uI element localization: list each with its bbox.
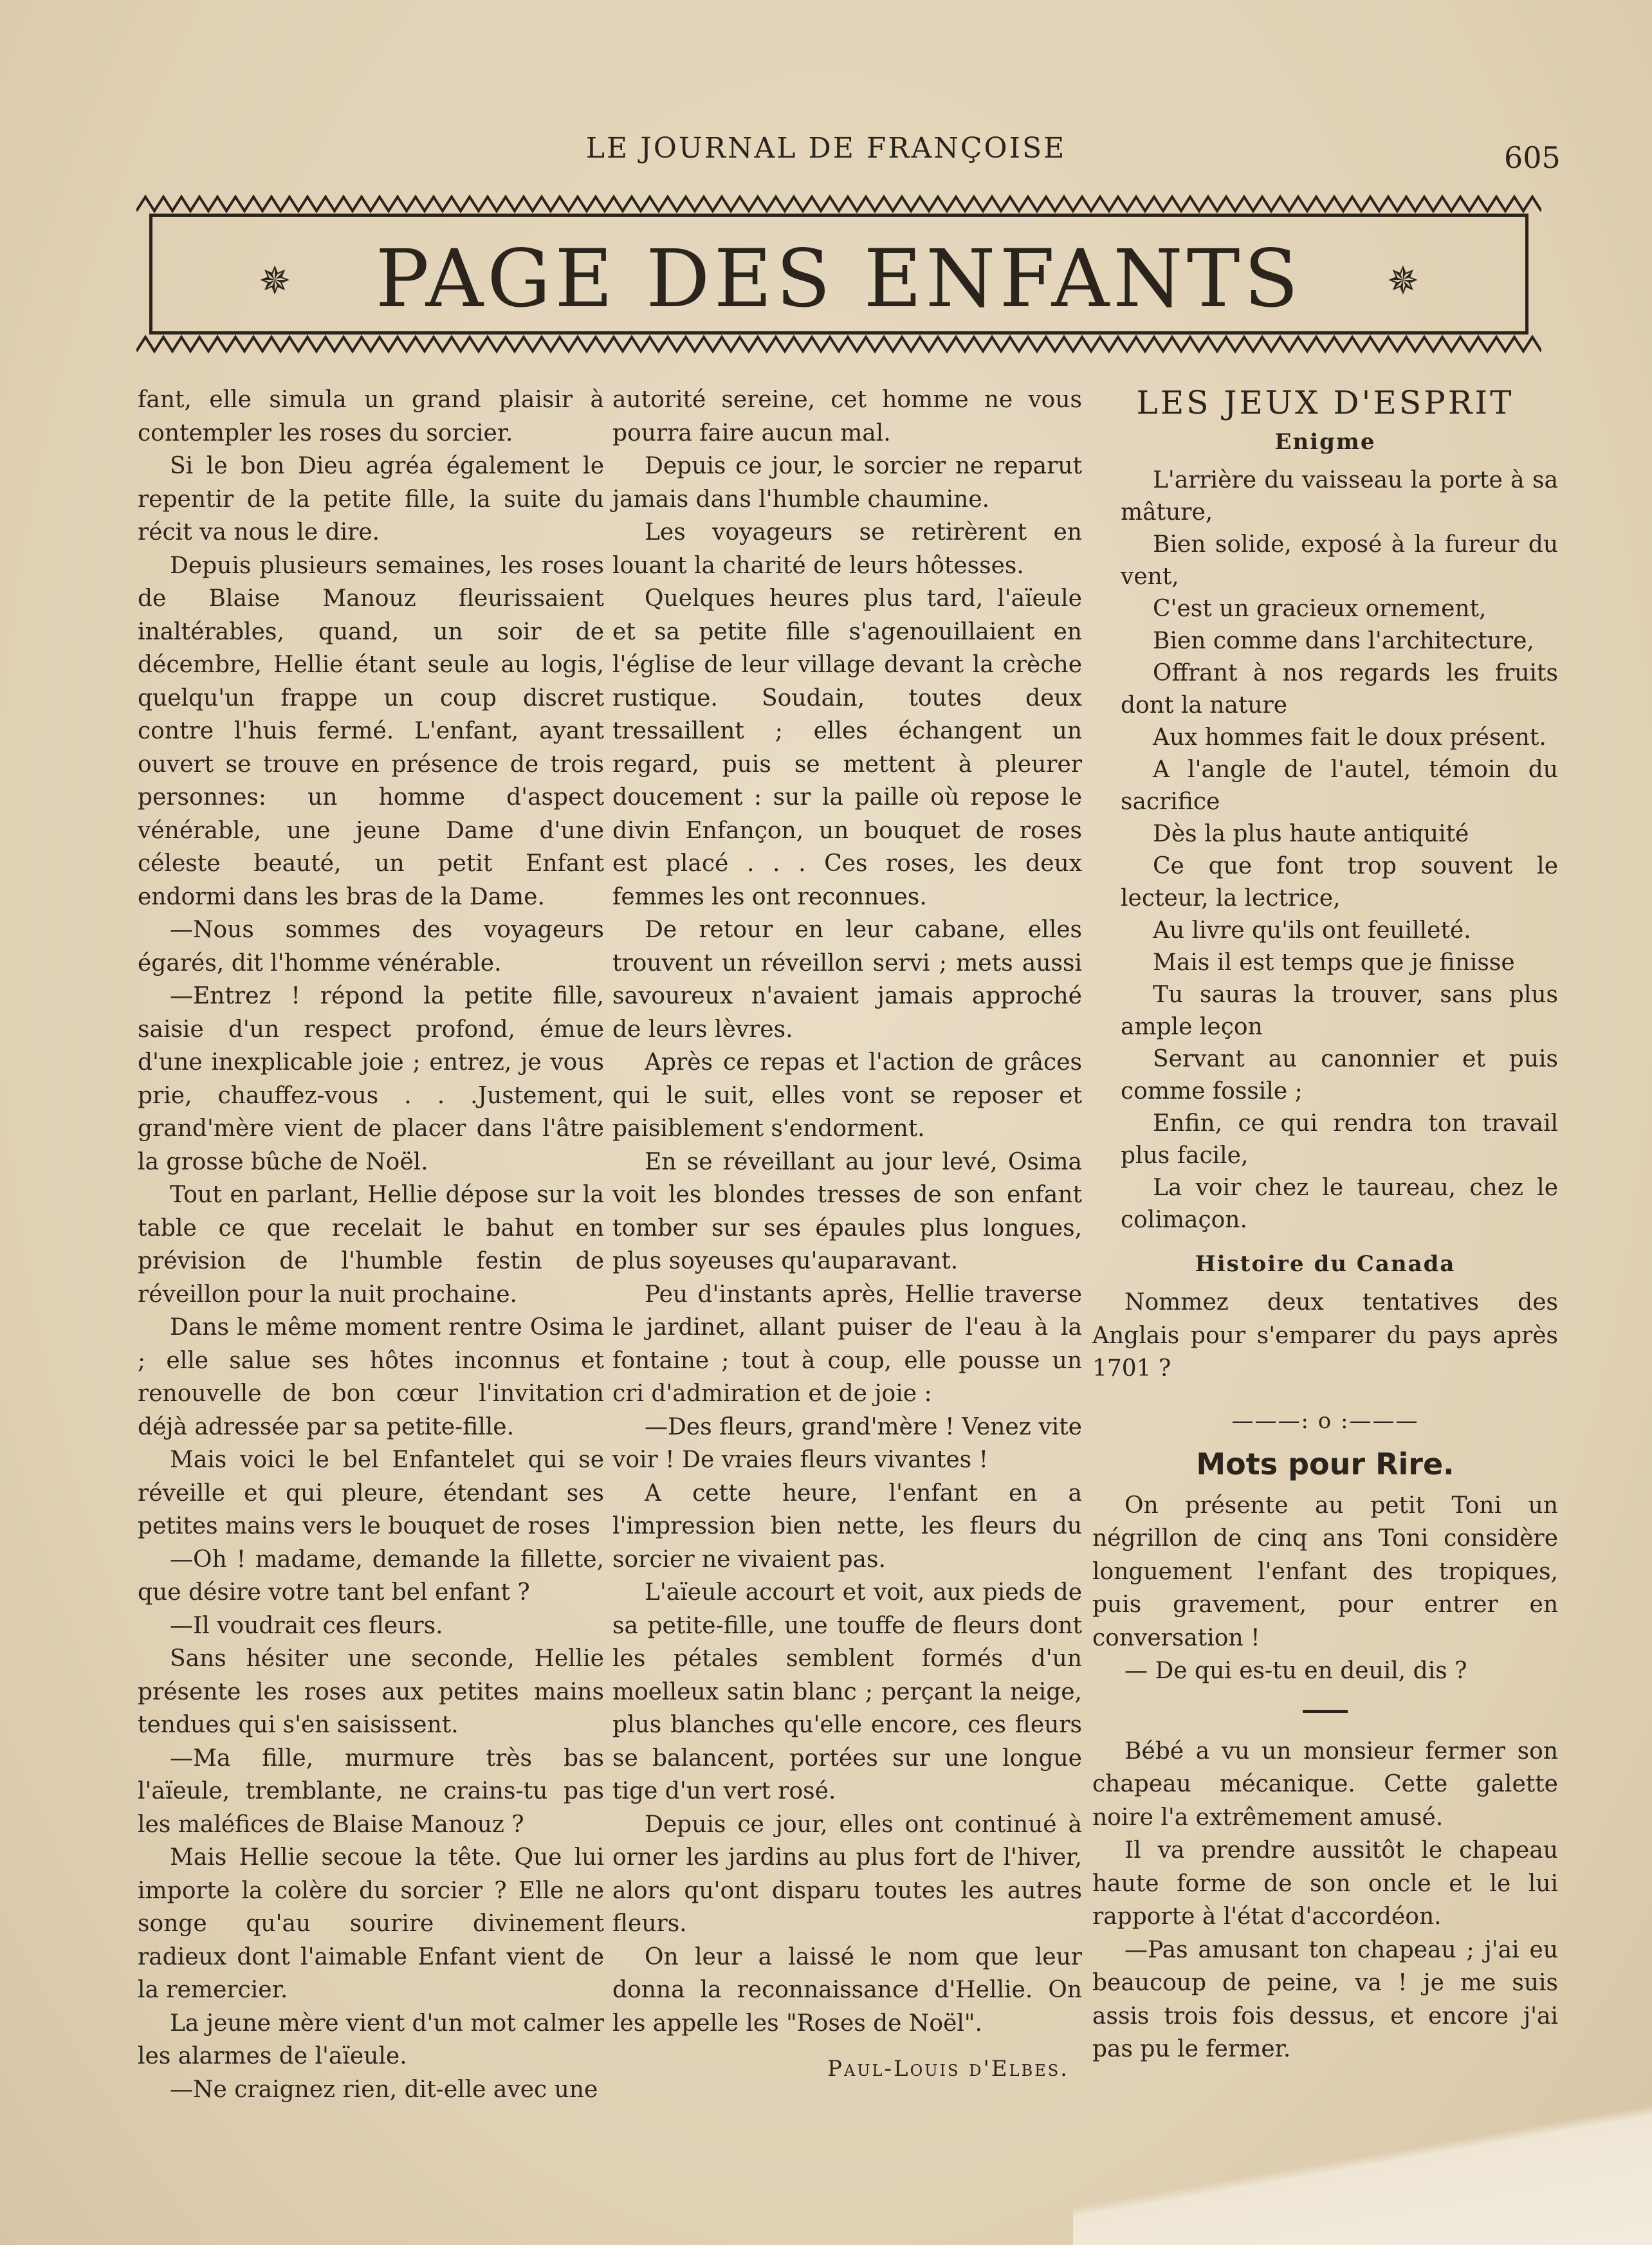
verse-line: Enfin, ce qui rendra ton travail plus facile, <box>1121 1110 1558 1169</box>
paragraph: Depuis plusieurs semaines, les roses de Blaise Manouz fleurissaient inaltérables, quand, un soir de décembre, Hellie étant seule au logis, quelqu'un frappe un coup discret contre l'huis fermé. L'enfant, ayant ouvert se trouve en présence de trois personnes: un homme d'aspect vénérable, une jeune Dame d'une céleste beauté, un petit Enfant endormi dans les bras de la Dame. <box>138 552 604 910</box>
puzzles-column <box>1092 383 1558 2066</box>
paragraph: Depuis ce jour, elles ont continué à orner les jardins au plus fort de l'hiver, alors qu'ont disparu toutes les autres fleurs. <box>612 1811 1082 1937</box>
paragraph: Mais Hellie secoue la tête. Que lui importe la colère du sorcier ? Elle ne songe qu'au sourire divinement radieux dont l'aimable Enfant vient de la remercier. <box>138 1844 604 2003</box>
paragraph: —Des fleurs, grand'mère ! Venez vite voir ! De vraies fleurs vivantes ! <box>612 1413 1082 1473</box>
paragraph: Si le bon Dieu agréa également le repentir de la petite fille, la suite du récit va nous le dire. <box>138 453 604 545</box>
paragraph: —Oh ! madame, demande la fillette, que désire votre tant bel enfant ? <box>138 1546 604 1606</box>
enigme-heading: Enigme <box>1274 429 1376 455</box>
verse-line: Mais il est temps que je finisse <box>1153 949 1515 976</box>
paragraph: Mais voici le bel Enfantelet qui se réveille et qui pleure, étendant ses petites mains vers le bouquet de roses <box>138 1447 604 1539</box>
torn-corner <box>1073 2078 1652 2245</box>
paragraph: On présente au petit Toni un négrillon de cinq ans Toni considère longuement l'enfant des tropiques, puis gravement, pour entrer en conversation ! <box>1092 1492 1558 1651</box>
paragraph: Après ce repas et l'action de grâces qui le suit, elles vont se reposer et paisiblement s'endorment. <box>612 1049 1082 1142</box>
paragraph: L'aïeule accourt et voit, aux pieds de sa petite-fille, une touffe de fleurs dont les pétales semblent formés d'un moelleux satin blanc ; perçant la neige, plus blanches qu'elle encore, ces fleurs se balancent, portées sur une longue tige d'un vert rosé. <box>612 1579 1082 1804</box>
paragraph: Bébé a vu un monsieur fermer son chapeau mécanique. Cette galette noire l'a extrêmement amusé. <box>1092 1737 1558 1831</box>
story-column-2 <box>612 383 1082 2086</box>
paragraph: De retour en leur cabane, elles trouvent un réveillon servi ; mets aussi savoureux n'avaient jamais approché de leurs lèvres. <box>612 917 1082 1043</box>
paragraph: —Entrez ! répond la petite fille, saisie d'un respect profond, émue d'une inexplicable joie ; entrez, je vous prie, chauffez-vous . . .Justement, grand'mère vient de placer dans l'âtre la grosse bûche de Noël. <box>138 983 604 1175</box>
page-title: PAGE DES ENFANTS <box>375 233 1303 325</box>
histoire-question: Nommez deux tentatives des Anglais pour s'emparer du pays après 1701 ? <box>1092 1289 1558 1382</box>
section-divider: ———: o :——— <box>1231 1407 1419 1434</box>
verse-line: La voir chez le taureau, chez le colimaçon. <box>1121 1174 1558 1233</box>
asterism-ornament-left: ✵ <box>259 259 291 304</box>
zigzag-border-bottom <box>136 334 1541 354</box>
verse-line: Servant au canonnier et puis comme fossile ; <box>1121 1045 1558 1104</box>
paragraph: Sans hésiter une seconde, Hellie présente les roses aux petites mains tendues qui s'en saisissent. <box>138 1645 604 1738</box>
paragraph: fant, elle simula un grand plaisir à contempler les roses du sorcier. <box>138 387 604 446</box>
verse-line: Bien solide, exposé à la fureur du vent, <box>1121 531 1558 590</box>
verse-line: Dès la plus haute antiquité <box>1153 820 1469 847</box>
zigzag-border-top <box>136 194 1541 214</box>
verse-line: Offrant à nos regards les fruits dont la nature <box>1121 659 1558 719</box>
paragraph: Il va prendre aussitôt le chapeau haute forme de son oncle et le lui rapporte à l'état d'accordéon. <box>1092 1837 1558 1930</box>
verse-line: Aux hommes fait le doux présent. <box>1153 724 1546 751</box>
paragraph: On leur a laissé le nom que leur donna la reconnaissance d'Hellie. On les appelle les "Roses de Noël". <box>612 1943 1082 2037</box>
verse-line: Tu sauras la trouver, sans plus ample leçon <box>1121 981 1558 1040</box>
verse-line: Bien comme dans l'architecture, <box>1153 627 1534 654</box>
story-column-1 <box>138 383 604 2106</box>
asterism-ornament-right: ✵ <box>1386 259 1419 304</box>
short-rule <box>1303 1710 1348 1713</box>
paragraph: —Nous sommes des voyageurs égarés, dit l'homme vénérable. <box>138 917 604 976</box>
running-head: LE JOURNAL DE FRANÇOISE <box>585 132 1067 165</box>
page-number: 605 <box>1504 140 1561 175</box>
paragraph: autorité sereine, cet homme ne vous pourra faire aucun mal. <box>612 387 1082 446</box>
mots-heading: Mots pour Rire. <box>1196 1447 1455 1481</box>
paragraph: —Il voudrait ces fleurs. <box>170 1612 443 1639</box>
paragraph: —Pas amusant ton chapeau ; j'ai eu beaucoup de peine, va ! je me suis assis trois fois dessus, et encore j'ai pas pu le fermer. <box>1092 1936 1558 2062</box>
paragraph: Dans le même moment rentre Osima ; elle salue ses hôtes inconnus et renouvelle de bon cœur l'invitation déjà adressée par sa petite-fille. <box>138 1314 604 1440</box>
paragraph: Quelques heures plus tard, l'aïeule et sa petite fille s'agenouillaient en l'église de leur village devant la crèche rustique. Soudain, toutes deux tressaillent ; elles échangent un regard, puis se mettent à pleurer doucement : sur la paille où repose le divin Enfançon, un bouquet de roses est placé . . . Ces roses, les deux femmes les ont reconnues. <box>612 585 1082 910</box>
paragraph: Peu d'instants après, Hellie traverse le jardinet, allant puiser de l'eau à la fontaine ; tout à coup, elle pousse un cri d'admiration et de joie : <box>612 1281 1082 1407</box>
paragraph: —Ne craignez rien, dit-elle avec une <box>170 2076 598 2103</box>
verse-line: Ce que font trop souvent le lecteur, la lectrice, <box>1121 852 1558 912</box>
title-banner <box>136 194 1541 354</box>
verse-line: Au livre qu'ils ont feuilleté. <box>1153 917 1471 944</box>
histoire-heading: Histoire du Canada <box>1195 1251 1456 1277</box>
paragraph: Tout en parlant, Hellie dépose sur la table ce que recelait le bahut en prévision de l'humble festin de réveillon pour la nuit prochaine. <box>138 1182 604 1308</box>
author-signature: Paul-Louis d'Elbes. <box>827 2056 1069 2082</box>
verse-line: L'arrière du vaisseau la porte à sa mâture, <box>1121 466 1558 526</box>
paragraph: Les voyageurs se retirèrent en louant la charité de leurs hôtesses. <box>612 519 1082 579</box>
paragraph: Depuis ce jour, le sorcier ne reparut jamais dans l'humble chaumine. <box>612 453 1082 513</box>
verse-line: A l'angle de l'autel, témoin du sacrifice <box>1121 756 1558 815</box>
verse-line: C'est un gracieux ornement, <box>1153 595 1487 622</box>
paragraph: En se réveillant au jour levé, Osima voit les blondes tresses de son enfant tomber sur ses épaules plus longues, plus soyeuses qu'auparavant. <box>612 1148 1082 1274</box>
paragraph: —Ma fille, murmure très bas l'aïeule, tremblante, ne crains-tu pas les maléfices de Blaise Manouz ? <box>138 1745 604 1838</box>
section-title: LES JEUX D'ESPRIT <box>1136 384 1514 421</box>
paragraph: — De qui es-tu en deuil, dis ? <box>1124 1658 1467 1684</box>
paragraph: A cette heure, l'enfant en a l'impression bien nette, les fleurs du sorcier ne vivaient pas. <box>612 1480 1082 1573</box>
paragraph: La jeune mère vient d'un mot calmer les alarmes de l'aïeule. <box>138 2010 604 2069</box>
